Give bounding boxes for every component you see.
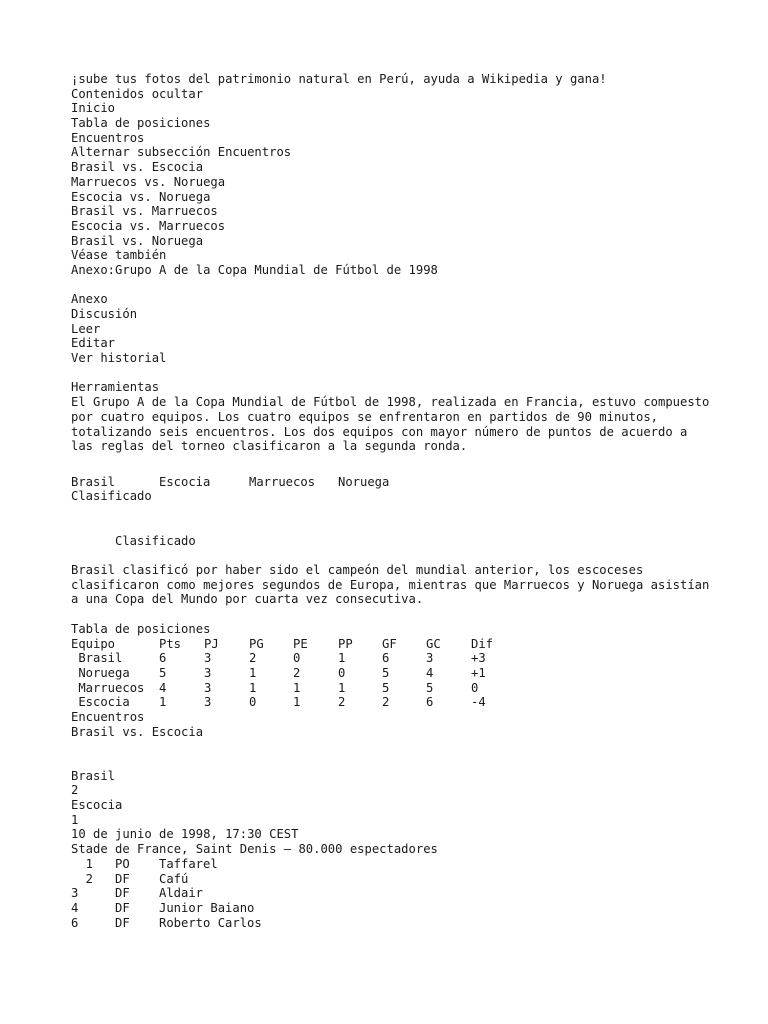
team-link-noruega[interactable]: Noruega xyxy=(338,474,390,489)
cell: 1 xyxy=(159,695,167,710)
page-tabs xyxy=(71,292,711,365)
spacer xyxy=(71,504,711,519)
table-row xyxy=(71,916,711,931)
lineup-table xyxy=(71,857,711,930)
table-of-contents xyxy=(71,87,711,263)
tab-leer[interactable]: Leer xyxy=(71,321,101,336)
page-title: Anexo:Grupo A de la Copa Mundial de Fútbol de 1998 xyxy=(71,262,438,277)
standings-header-row xyxy=(71,637,711,652)
article-page xyxy=(71,72,711,930)
position: DF xyxy=(115,886,130,901)
spacer xyxy=(71,548,711,563)
cell: 1 xyxy=(293,695,301,710)
cell: +3 xyxy=(471,651,486,666)
matches-heading: Encuentros xyxy=(71,709,145,724)
col-header: PP xyxy=(338,636,353,651)
spacer xyxy=(71,278,711,293)
position: PO xyxy=(115,856,130,871)
shirt-number: 2 xyxy=(71,871,94,886)
match-datetime: 10 de junio de 1998, 17:30 CEST xyxy=(71,827,299,842)
team-link-marruecos[interactable]: Marruecos xyxy=(249,474,316,489)
player-name[interactable]: Taffarel xyxy=(159,856,218,871)
intro-paragraph: El Grupo A de la Copa Mundial de Fútbol de 1998, realizada en Francia, estuvo compuesto por cuatro equipos. Los cuatro equipos se enfrentaron en partidos de 90 minutos, totalizando seis encuentros. Los dos equipos con mayor número de puntos de acuerdo a las reglas del torneo clasificaron a la segunda ronda. xyxy=(71,395,710,454)
position: DF xyxy=(115,900,130,915)
tab-discusion[interactable]: Discusión xyxy=(71,307,138,321)
banner-link[interactable]: ¡sube tus fotos del patrimonio natural en Perú, ayuda a Wikipedia y gana! xyxy=(71,72,607,86)
col-header: PE xyxy=(293,636,308,651)
toc-item-brasil-marruecos[interactable]: Brasil vs. Marruecos xyxy=(71,204,218,219)
player-name[interactable]: Aldair xyxy=(159,886,204,901)
tab-editar[interactable]: Editar xyxy=(71,336,116,351)
cell: 6 xyxy=(426,695,434,710)
toc-item-brasil-noruega[interactable]: Brasil vs. Noruega xyxy=(71,233,204,248)
cell: 0 xyxy=(293,651,301,666)
toc-item-escocia-marruecos[interactable]: Escocia vs. Marruecos xyxy=(71,218,226,233)
position: DF xyxy=(115,915,130,930)
col-header: PJ xyxy=(204,636,219,651)
cell: 3 xyxy=(204,665,212,680)
shirt-number: 4 xyxy=(71,900,79,915)
cell: 0 xyxy=(471,680,479,695)
spacer xyxy=(71,754,711,769)
col-header: GC xyxy=(426,636,441,651)
player-name[interactable]: Roberto Carlos xyxy=(159,915,262,930)
table-row xyxy=(71,886,711,901)
away-team[interactable]: Escocia xyxy=(71,798,123,813)
spacer xyxy=(71,607,711,622)
team-cell[interactable]: Noruega xyxy=(71,665,130,680)
cell: 3 xyxy=(204,651,212,666)
cell: 5 xyxy=(426,680,434,695)
cell: 2 xyxy=(293,665,301,680)
qualified-status: Clasificado xyxy=(71,489,152,504)
tab-anexo[interactable]: Anexo xyxy=(71,292,108,307)
cell: 4 xyxy=(159,680,167,695)
position: DF xyxy=(115,871,130,886)
cell: 5 xyxy=(159,665,167,680)
spacer xyxy=(71,454,711,469)
shirt-number: 1 xyxy=(71,856,94,871)
tools-menu[interactable]: Herramientas xyxy=(71,380,160,395)
col-header: Dif xyxy=(471,636,494,651)
col-header: GF xyxy=(382,636,397,651)
toc-toggle-encuentros[interactable]: Alternar subsección Encuentros xyxy=(71,145,292,160)
table-row xyxy=(71,857,711,872)
group-teams-row xyxy=(71,475,711,490)
cell: 0 xyxy=(249,695,257,710)
cell: 1 xyxy=(338,651,346,666)
toc-item-escocia-noruega[interactable]: Escocia vs. Noruega xyxy=(71,189,211,204)
cell: 0 xyxy=(338,665,346,680)
toc-item-brasil-escocia[interactable]: Brasil vs. Escocia xyxy=(71,160,204,175)
shirt-number: 6 xyxy=(71,915,79,930)
home-team[interactable]: Brasil xyxy=(71,768,116,783)
toc-item-tabla-de-posiciones[interactable]: Tabla de posiciones xyxy=(71,116,211,131)
cell: 6 xyxy=(159,651,167,666)
match-box xyxy=(71,769,711,857)
cell: 5 xyxy=(382,665,390,680)
player-name[interactable]: Cafú xyxy=(159,871,189,886)
toc-item-marruecos-noruega[interactable]: Marruecos vs. Noruega xyxy=(71,174,226,189)
cell: 3 xyxy=(204,695,212,710)
cell: 5 xyxy=(382,680,390,695)
toc-item-vease-tambien[interactable]: Véase también xyxy=(71,248,167,263)
player-name[interactable]: Junior Baiano xyxy=(159,900,255,915)
cell: 2 xyxy=(382,695,390,710)
toc-item-encuentros[interactable]: Encuentros xyxy=(71,130,145,145)
cell: 3 xyxy=(204,680,212,695)
toc-item-inicio[interactable]: Inicio xyxy=(71,101,116,116)
standings-table xyxy=(71,637,711,710)
cell: 1 xyxy=(249,665,257,680)
legend-qualified: Clasificado xyxy=(115,533,196,548)
spacer xyxy=(71,739,711,754)
table-row xyxy=(71,695,711,710)
home-score: 2 xyxy=(71,783,79,798)
cell: 1 xyxy=(249,680,257,695)
match-heading: Brasil vs. Escocia xyxy=(71,724,204,739)
cell: 2 xyxy=(249,651,257,666)
cell: 1 xyxy=(338,680,346,695)
cell: 4 xyxy=(426,665,434,680)
team-cell[interactable]: Escocia xyxy=(71,695,130,710)
col-header: PG xyxy=(249,636,264,651)
team-cell[interactable]: Marruecos xyxy=(71,680,145,695)
toc-header[interactable]: Contenidos ocultar xyxy=(71,86,204,101)
spacer xyxy=(71,366,711,381)
team-link-escocia[interactable]: Escocia xyxy=(159,474,211,489)
table-row xyxy=(71,872,711,887)
cell: +1 xyxy=(471,665,486,680)
spacer xyxy=(71,519,711,534)
table-row xyxy=(71,901,711,916)
table-row xyxy=(71,651,711,666)
team-cell[interactable]: Brasil xyxy=(71,651,123,666)
cell: 1 xyxy=(293,680,301,695)
table-row xyxy=(71,681,711,696)
away-score: 1 xyxy=(71,812,79,827)
team-link-brasil[interactable]: Brasil xyxy=(71,474,116,489)
cell: 6 xyxy=(382,651,390,666)
cell: 3 xyxy=(426,651,434,666)
tab-ver-historial[interactable]: Ver historial xyxy=(71,351,167,366)
col-header: Equipo xyxy=(71,636,116,651)
shirt-number: 3 xyxy=(71,886,79,901)
table-row xyxy=(71,666,711,681)
cell: -4 xyxy=(471,695,486,710)
match-venue[interactable]: Stade de France, Saint Denis — 80.000 espectadores xyxy=(71,842,438,857)
col-header: Pts xyxy=(159,636,182,651)
qualification-paragraph: Brasil clasificó por haber sido el campeón del mundial anterior, los escoceses clasificaron como mejores segundos de Europa, mientras que Marruecos y Noruega asistían a una Copa del Mundo por cuarta vez consecutiva. xyxy=(71,563,710,607)
standings-heading: Tabla de posiciones xyxy=(71,621,211,636)
cell: 2 xyxy=(338,695,346,710)
